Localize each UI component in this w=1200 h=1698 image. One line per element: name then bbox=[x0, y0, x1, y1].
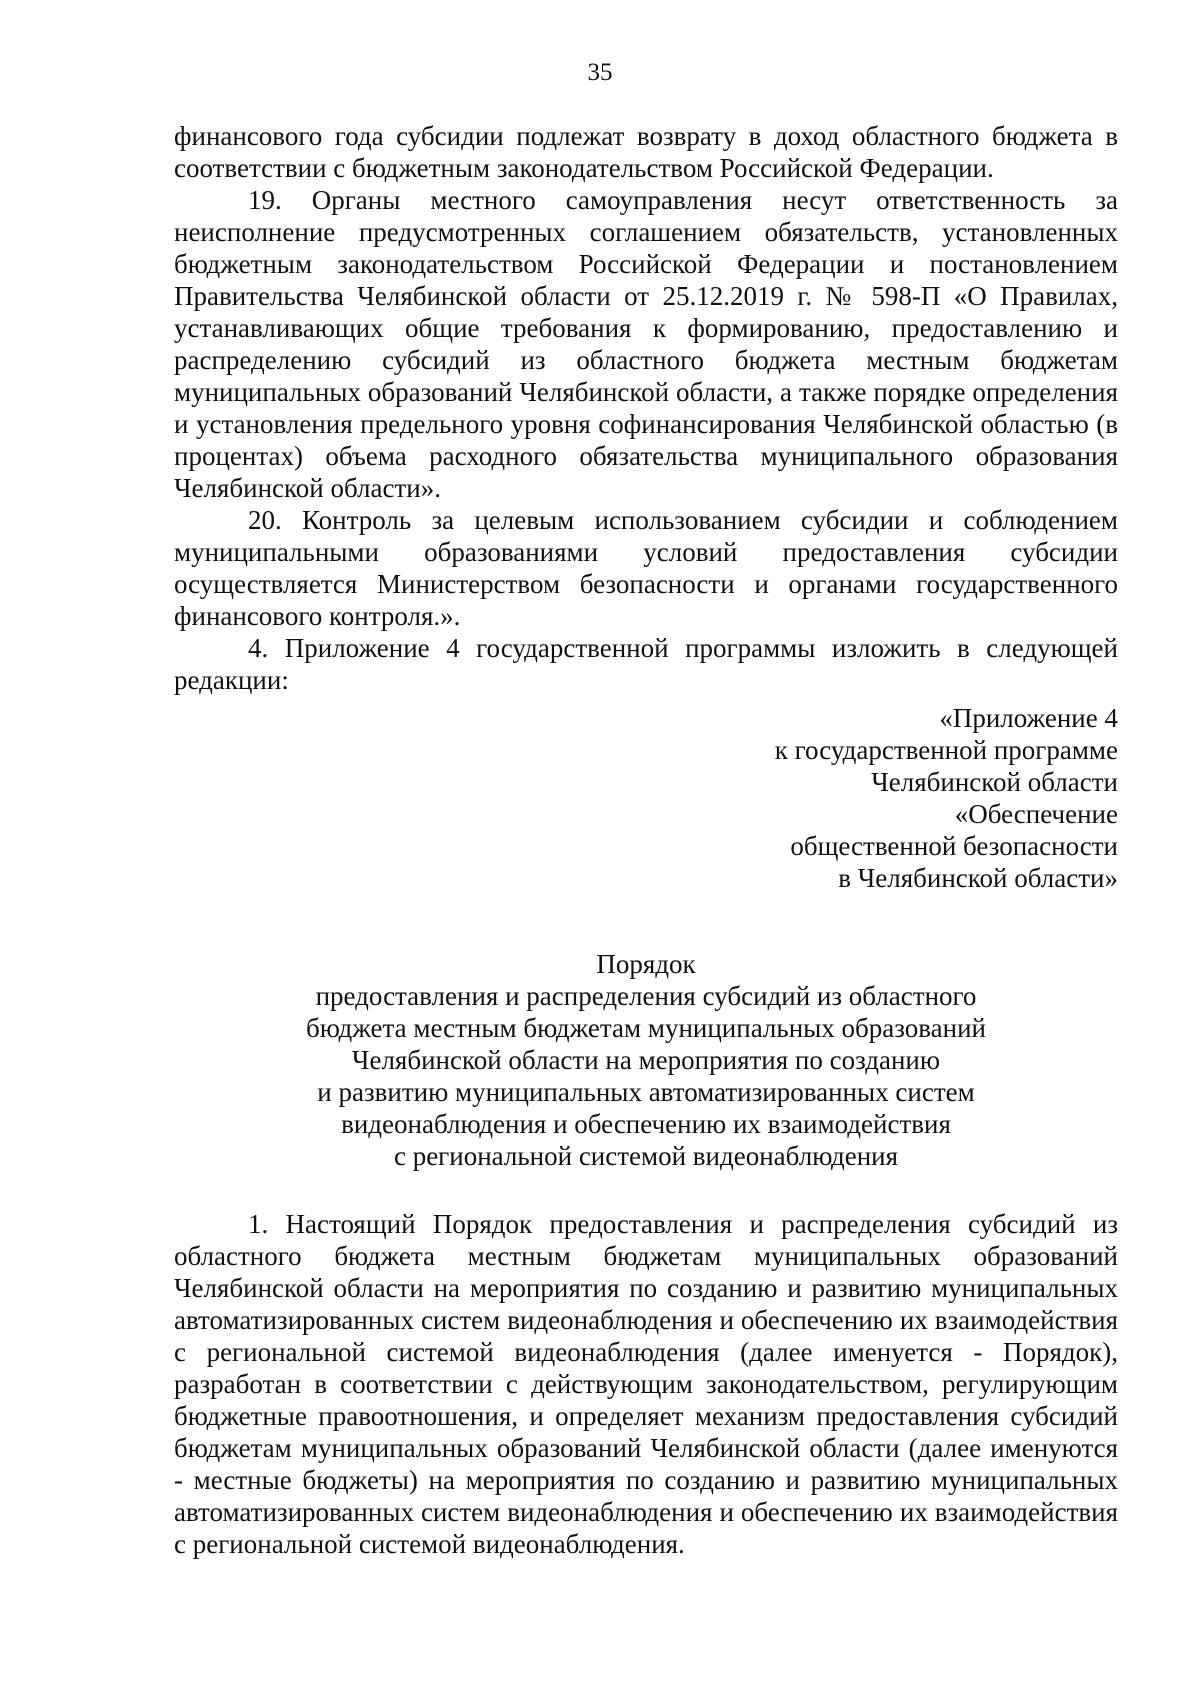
appendix-line: «Обеспечение bbox=[954, 799, 1118, 829]
section-title bbox=[174, 948, 1118, 1172]
page-number: 35 bbox=[587, 59, 613, 86]
paragraph-continuation: финансового года субсидии подлежат возврату в доход областного бюджета в соответствии с бюджетным законодательством Российской Федерации. bbox=[174, 121, 1118, 183]
appendix-line: «Приложение 4 bbox=[939, 703, 1118, 733]
title-line: и развитию муниципальных автоматизированных систем bbox=[317, 1077, 975, 1107]
paragraph-19: 19. Органы местного самоуправления несут ответственность за неисполнение предусмотренных соглашением обязательств, установленных бюджетным законодательством Российской Федерации и постановлением Правительства Челябинской области от 25.12.2019 г. № 598-П «О Правилах, устанавливающих общие требования к формированию, предоставлению и распределению субсидий из областного бюджета местным бюджетам муниципальных образований Челябинской области, а также порядке определения и установления предельного уровня софинансирования Челябинской областью (в процентах) объема расходного обязательства муниципального образования Челябинской области». bbox=[174, 185, 1118, 503]
paragraph-20: 20. Контроль за целевым использованием субсидии и соблюдением муниципальными образованиями условий предоставления субсидии осуществляется Министерством безопасности и органами государственного финансового контроля.». bbox=[174, 505, 1118, 631]
title-line: Челябинской области на мероприятия по созданию bbox=[351, 1045, 941, 1075]
appendix-line: общественной безопасности bbox=[790, 831, 1118, 861]
title-line: предоставления и распределения субсидий из областного bbox=[315, 981, 977, 1011]
title-line: Порядок bbox=[596, 949, 696, 979]
appendix-line: в Челябинской области» bbox=[838, 863, 1118, 893]
title-line: бюджета местным бюджетам муниципальных образований bbox=[305, 1013, 986, 1043]
appendix-line: к государственной программе bbox=[774, 735, 1118, 765]
title-line: с региональной системой видеонаблюдения bbox=[393, 1141, 899, 1171]
appendix-line: Челябинской области bbox=[871, 767, 1118, 797]
title-line: видеонаблюдения и обеспечению их взаимодействия bbox=[341, 1109, 951, 1139]
document-body bbox=[174, 120, 1118, 1560]
paragraph-4: 4. Приложение 4 государственной программы изложить в следующей редакции: bbox=[174, 633, 1118, 695]
paragraph-1: 1. Настоящий Порядок предоставления и распределения субсидий из областного бюджета местным бюджетам муниципальных образований Челябинской области на мероприятия по созданию и развитию муниципальных автоматизированных систем видеонаблюдения и обеспечению их взаимодействия с региональной системой видеонаблюдения (далее именуется - Порядок), разработан в соответствии с действующим законодательством, регулирующим бюджетные правоотношения, и определяет механизм предоставления субсидий бюджетам муниципальных образований Челябинской области (далее именуются - местные бюджеты) на мероприятия по созданию и развитию муниципальных автоматизированных систем видеонаблюдения и обеспечению их взаимодействия с региональной системой видеонаблюдения. bbox=[174, 1209, 1118, 1559]
appendix-header bbox=[174, 702, 1118, 894]
